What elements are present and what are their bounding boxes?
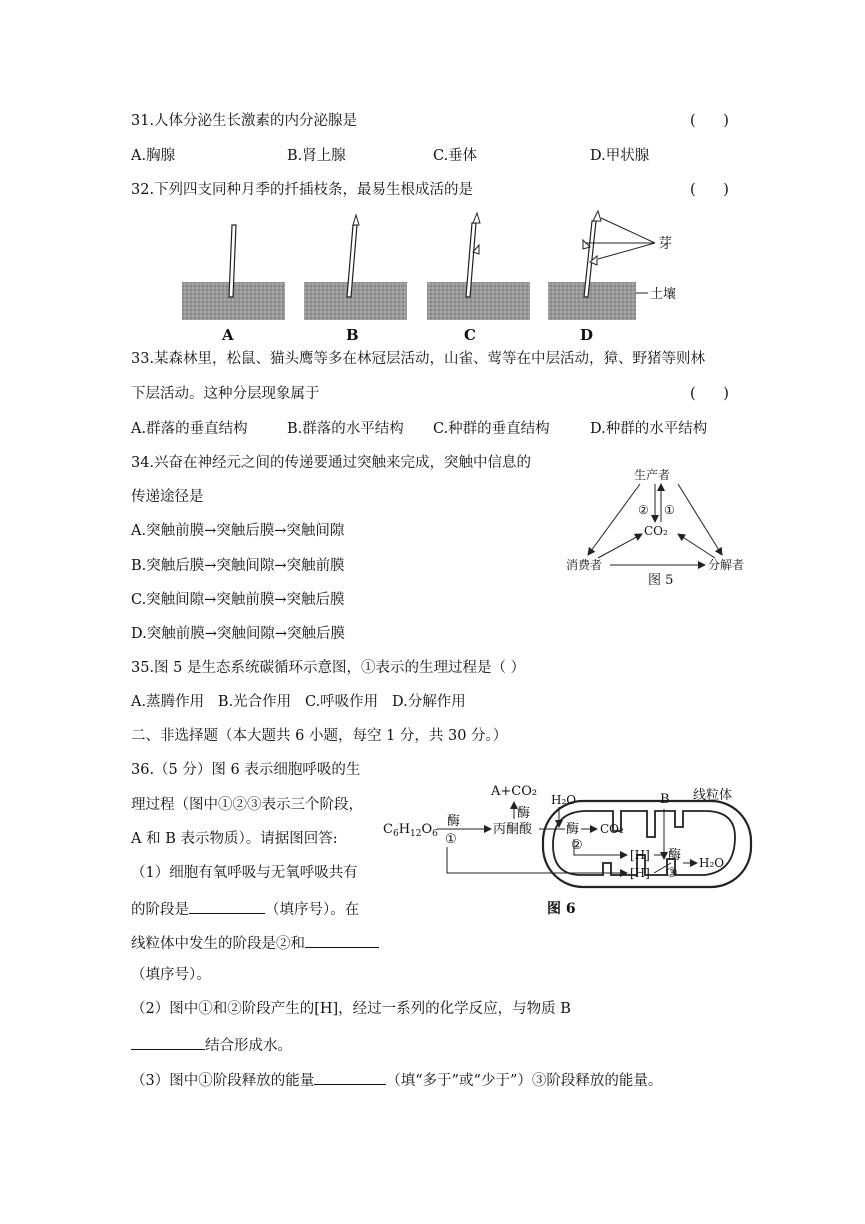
- fig6-a-co2: A+CO₂: [491, 784, 538, 799]
- fig6-pyruvate: 丙酮酸: [493, 822, 533, 837]
- fig6-mito-label: 线粒体: [693, 788, 733, 803]
- figure-label-c: C: [464, 326, 476, 344]
- fig6-h2o: H₂O: [699, 856, 725, 870]
- fig6-enzyme-3: 酶: [668, 848, 682, 863]
- q33-stem-line2: 下层活动。这种分层现象属于: [131, 386, 320, 402]
- fig6-enzyme-2: 酶: [566, 822, 580, 837]
- fig5-arrow-producer-to-decomposer: [678, 484, 722, 555]
- q34-option-d: D.突触前膜→突触间隙→突触后膜: [131, 626, 346, 642]
- fig6-caption: 图 6: [547, 901, 576, 917]
- q35-options: A.蒸腾作用 B.光合作用 C.呼吸作用 D.分解作用: [131, 694, 466, 710]
- figure-6-cell-respiration: [375, 775, 765, 920]
- q36-blank-2[interactable]: [305, 931, 379, 948]
- cutting-b-bud: [353, 215, 359, 225]
- figure-label-b: B: [346, 326, 359, 344]
- cutting-c-bud-top: [473, 213, 480, 223]
- q31-option-d: D.甲状腺: [590, 148, 650, 164]
- q36-p3-a: （3）图中①阶段释放的能量: [131, 1073, 315, 1089]
- q36-intro-line2: 理过程（图中①②③表示三个阶段，: [131, 797, 363, 813]
- q36-p1-line3: [131, 931, 379, 954]
- fig6-mark1: ①: [445, 832, 457, 847]
- fig6-glucose: $C_6H_{12}O_6$: [383, 822, 438, 839]
- fig5-decomposer: 分解者: [708, 558, 745, 572]
- fig5-mark2: ②: [638, 503, 649, 517]
- q33-option-c: C.种群的垂直结构: [433, 421, 550, 437]
- q36-intro-line1: 36.（5 分）图 6 表示细胞呼吸的生: [131, 762, 361, 778]
- fig6-h2o-top: H₂O: [551, 793, 577, 807]
- q34-option-b: B.突触后膜→突触间隙→突触前膜: [131, 558, 345, 574]
- q33-option-d: D.种群的水平结构: [590, 421, 708, 437]
- q34-stem-line1: 34.兴奋在神经元之间的传递要通过突触来完成，突触中信息的: [131, 455, 532, 471]
- fig6-enzyme-top: 酶: [517, 806, 531, 821]
- q36-p1-line2-b: （填序号）。在: [265, 902, 360, 918]
- figure-label-d: D: [580, 326, 594, 344]
- q36-intro-line3: A 和 B 表示物质）。请据图回答:: [131, 831, 338, 847]
- q33-option-a: A.群落的垂直结构: [131, 421, 248, 437]
- fig5-caption: 图 5: [648, 573, 674, 588]
- q36-p1-line2: [131, 897, 359, 920]
- soil-block-d: [548, 282, 636, 320]
- q36-blank-4[interactable]: [314, 1068, 386, 1085]
- q36-p1-line2-a: 的阶段是: [131, 902, 189, 918]
- q36-p2-line2-text: 结合形成水。: [205, 1038, 292, 1054]
- fig5-arrow-consumer-to-co2: [598, 534, 642, 558]
- section2-heading: 二、非选择题（本大题共 6 小题，每空 1 分，共 30 分。）: [131, 728, 508, 744]
- fig6-mark2: ②: [571, 838, 583, 853]
- q32-stem: 32.下列四支同种月季的扦插枝条，最易生根成活的是: [131, 182, 474, 198]
- figure-label-a: A: [222, 326, 234, 344]
- q34-stem-line2: 传递途径是: [131, 489, 204, 505]
- q33-option-b: B.群落的水平结构: [287, 421, 404, 437]
- fig6-mark3: ③: [666, 866, 678, 881]
- fig6-b: B: [660, 792, 670, 807]
- fig5-arrow-producer-to-consumer: [588, 484, 640, 555]
- q32-answer-paren: ( ): [690, 182, 729, 198]
- fig6-h-lower: [H]: [630, 866, 650, 880]
- q36-p1-line1: （1）细胞有氧呼吸与无氧呼吸共有: [131, 865, 358, 881]
- q36-p2-line1: （2）图中①和②阶段产生的[H]，经过一系列的化学反应，与物质 B: [131, 1001, 571, 1017]
- fig5-producer: 生产者: [634, 468, 671, 482]
- q36-p3-b: （填“多于”或“少于”）③阶段释放的能量。: [386, 1073, 663, 1089]
- soil-block-b: [304, 282, 407, 320]
- q33-answer-paren: ( ): [690, 386, 729, 402]
- figure-5-carbon-cycle: [560, 462, 760, 597]
- fig5-mark1: ①: [664, 503, 675, 517]
- q36-p1-line3-text: 线粒体中发生的阶段是②和: [131, 936, 305, 952]
- q36-p2-line2: [131, 1033, 292, 1056]
- q36-p3-line: [131, 1068, 662, 1091]
- q31-option-a: A.胸腺: [131, 148, 176, 164]
- fig6-h-upper: [H]: [630, 848, 650, 862]
- q31-stem: 31.人体分泌生长激素的内分泌腺是: [131, 113, 358, 129]
- q31-answer-paren: ( ): [690, 113, 729, 129]
- fig5-arrow-decomposer-to-co2: [678, 534, 715, 558]
- q31-option-c: C.垂体: [433, 148, 478, 164]
- q34-option-c: C.突触间隙→突触前膜→突触后膜: [131, 592, 345, 608]
- fig5-consumer: 消费者: [566, 558, 603, 572]
- fig6-co2: CO₂: [600, 822, 624, 836]
- q32-cutting-figure: [170, 205, 690, 345]
- q36-blank-3[interactable]: [131, 1033, 205, 1050]
- fig5-co2: CO₂: [644, 524, 668, 538]
- bud-label: 芽: [658, 236, 672, 252]
- q34-option-a: A.突触前膜→突触后膜→突触间隙: [131, 523, 345, 539]
- q36-p1-line4: （填序号）。: [131, 967, 211, 983]
- q31-option-b: B.肾上腺: [287, 148, 346, 164]
- fig6-enzyme-1: 酶: [447, 814, 461, 829]
- q36-blank-1[interactable]: [189, 897, 265, 914]
- q33-stem-line1: 33.某森林里，松鼠、猫头鹰等多在林冠层活动，山雀、莺等在中层活动，獐、野猪等则林: [131, 351, 706, 367]
- cutting-d-bud-top: [593, 211, 601, 221]
- soil-label: 土壤: [650, 287, 677, 302]
- q35-stem: 35.图 5 是生态系统碳循环示意图，①表示的生理过程是（ ）: [131, 660, 526, 676]
- soil-block-c: [427, 282, 530, 320]
